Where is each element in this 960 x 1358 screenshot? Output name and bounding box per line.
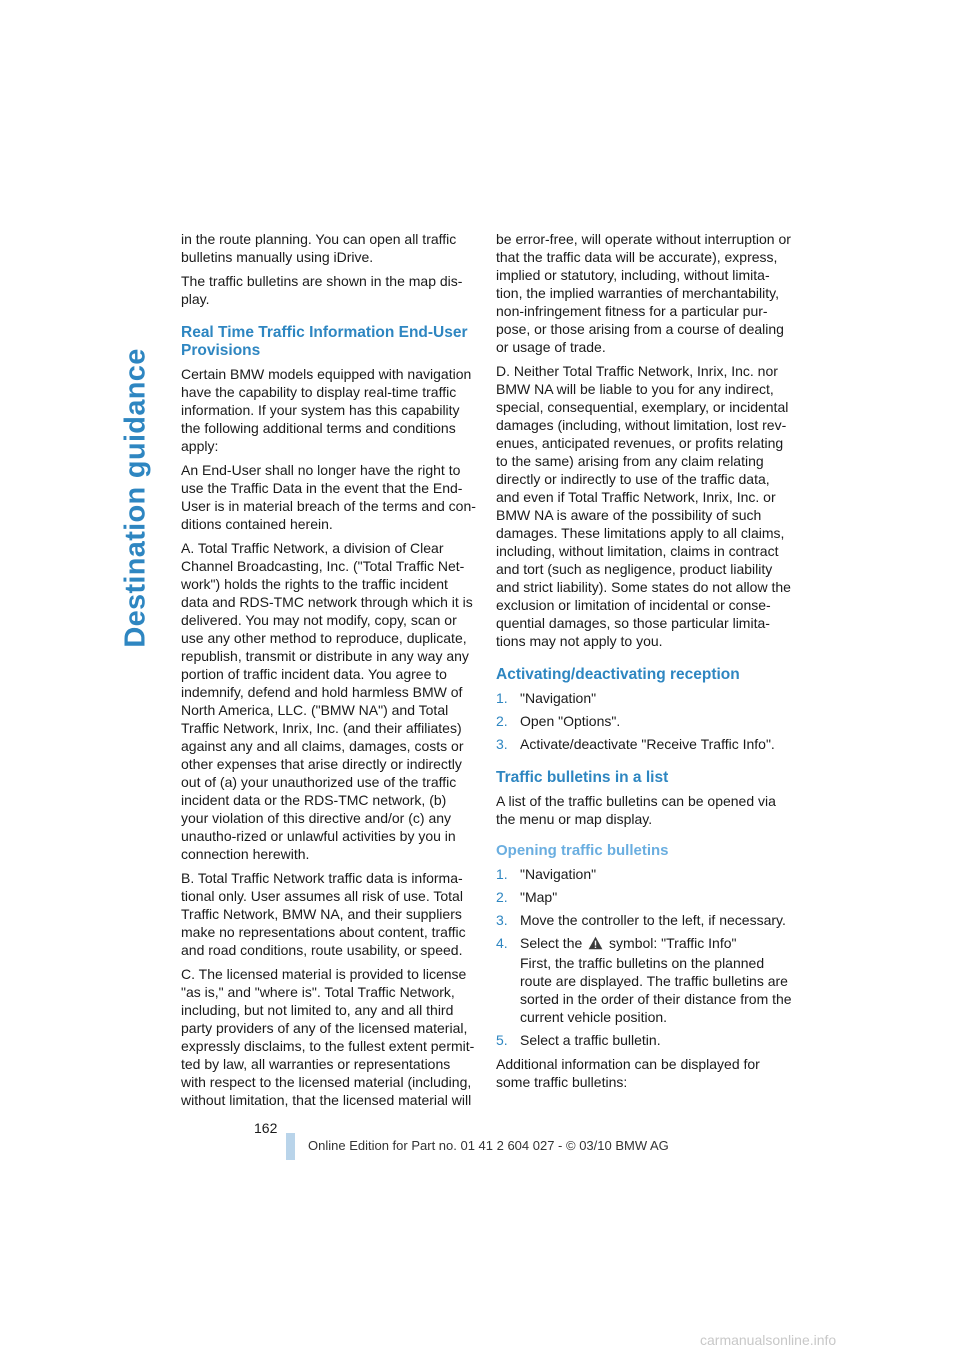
list-item: [496, 712, 792, 730]
footer-bar: [286, 1133, 295, 1160]
step-number: 4.: [496, 935, 508, 951]
step-number: 2.: [496, 889, 508, 905]
step-number: 3.: [496, 736, 508, 752]
list-item: [496, 1031, 792, 1049]
step-number: 1.: [496, 866, 508, 882]
step-text: Select the: [520, 935, 583, 951]
paragraph: Certain BMW models equipped with navigation have the capability to display real-time traffic information. If your system has this capability the following additional terms and conditions apply:: [181, 366, 472, 454]
opening-steps: [496, 865, 792, 1049]
step-text: Open "Options".: [520, 713, 621, 729]
step-number: 1.: [496, 690, 508, 706]
list-item: [496, 865, 792, 883]
step-text: "Navigation": [520, 866, 597, 882]
footer-text: Online Edition for Part no. 01 41 2 604 027 - © 03/10 BMW AG: [308, 1138, 669, 1153]
step-number: 3.: [496, 912, 508, 928]
warning-triangle-icon: [588, 936, 603, 954]
step-text: Select a traffic bulletin.: [520, 1032, 661, 1048]
watermark: carmanualsonline.info: [700, 1332, 837, 1348]
step-text: Move the controller to the left, if necessary.: [520, 912, 786, 928]
heading-list: Traffic bulletins in a list: [496, 769, 669, 786]
heading-activating: Activating/deactivating reception: [496, 666, 740, 683]
paragraph: in the route planning. You can open all traffic bulletins manually using iDrive.: [181, 231, 457, 265]
paragraph-a: A. Total Traffic Network, a division of Clear Channel Broadcasting, Inc. ("Total Traffic Net-work") holds the rights to the traffic incident data and RDS-TMC network through which it is delivered. You may not modify, copy, scan or use any other method to reproduce, duplicate, republish, transmit or distribute in any way any portion of traffic incident data. You agree to indemnify, defend and hold harmless BMW of North America, LLC. ("BMW NA") and Total Traffic Network, Inrix, Inc. (and their affiliates) against any and all claims, damages, costs or other expenses that arise directly or indirectly out of (a) your unauthorized use of the traffic incident data or the RDS-TMC network, (b) your violation of this directive and/or (c) any unautho-rized or unlawful activities by you in connection herewith.: [181, 540, 473, 862]
list-item: [496, 911, 792, 929]
heading-opening: Opening traffic bulletins: [496, 842, 669, 859]
paragraph: A list of the traffic bulletins can be opened via the menu or map display.: [496, 793, 776, 827]
step-number: 2.: [496, 713, 508, 729]
list-item: [496, 888, 792, 906]
step-text: "Navigation": [520, 690, 597, 706]
side-title-text: Destination guidance: [119, 348, 152, 648]
list-item: [496, 689, 792, 707]
paragraph-b: B. Total Traffic Network traffic data is informa-tional only. User assumes all risk of use. Total Traffic Network, BMW NA, and their suppliers make no representations about content, traffic and road conditions, route usability, or speed.: [181, 870, 466, 958]
right-column: [496, 230, 792, 1097]
step-text: symbol: "Traffic Info": [609, 935, 737, 951]
step-detail: First, the traffic bulletins on the planned route are displayed. The traffic bulletins are sorted in the order of their distance from the current vehicle position.: [520, 955, 792, 1025]
list-item: [496, 934, 792, 1026]
heading-provisions: Real Time Traffic Information End-User Provisions: [181, 324, 468, 359]
paragraph: The traffic bulletins are shown in the map dis-play.: [181, 273, 463, 307]
paragraph-c: C. The licensed material is provided to license "as is," and "where is". Total Traffic Network, including, but not limited to, any and all third party providers of any of the licensed material, expressly disclaims, to the fullest extent permit-ted by law, all warranties or representations with respect to the licensed material (including, without limitation, that the licensed material will: [181, 966, 475, 1108]
activating-steps: [496, 689, 792, 753]
paragraph: Additional information can be displayed for some traffic bulletins:: [496, 1056, 760, 1090]
left-column: [181, 230, 476, 1115]
paragraph-d: D. Neither Total Traffic Network, Inrix, Inc. nor BMW NA will be liable to you for any indirect, special, consequential, exemplary, or incidental damages (including, without limitation, lost rev-enues, anticipated revenues, or profits relating to the same) arising from any claim relating directly or indirectly to use of the traffic data, and even if Total Traffic Network, Inrix, Inc. or BMW NA is aware of the possibility of such damages. These limitations apply to all claims, including, without limitation, claims in contract and tort (such as negligence, product liability and strict liability). Some states do not allow the exclusion or limitation of incidental or conse-quential damages, so those particular limita-tions may not apply to you.: [496, 363, 791, 649]
list-item: [496, 735, 792, 753]
section-side-title: [116, 228, 156, 768]
paragraph-c-continued: be error-free, will operate without interruption or that the traffic data will be accurate), express, implied or statutory, including, without limita-tion, the implied warranties of merchantability, non-infringement fitness for a particular pur-pose, or those arising from a course of dealing or usage of trade.: [496, 231, 791, 355]
step-text: "Map": [520, 889, 558, 905]
step-number: 5.: [496, 1032, 508, 1048]
step-text: Activate/deactivate "Receive Traffic Info".: [520, 736, 775, 752]
paragraph: An End-User shall no longer have the right to use the Traffic Data in the event that the End-User is in material breach of the terms and con-ditions contained herein.: [181, 462, 476, 532]
page-number: 162: [254, 1120, 278, 1136]
